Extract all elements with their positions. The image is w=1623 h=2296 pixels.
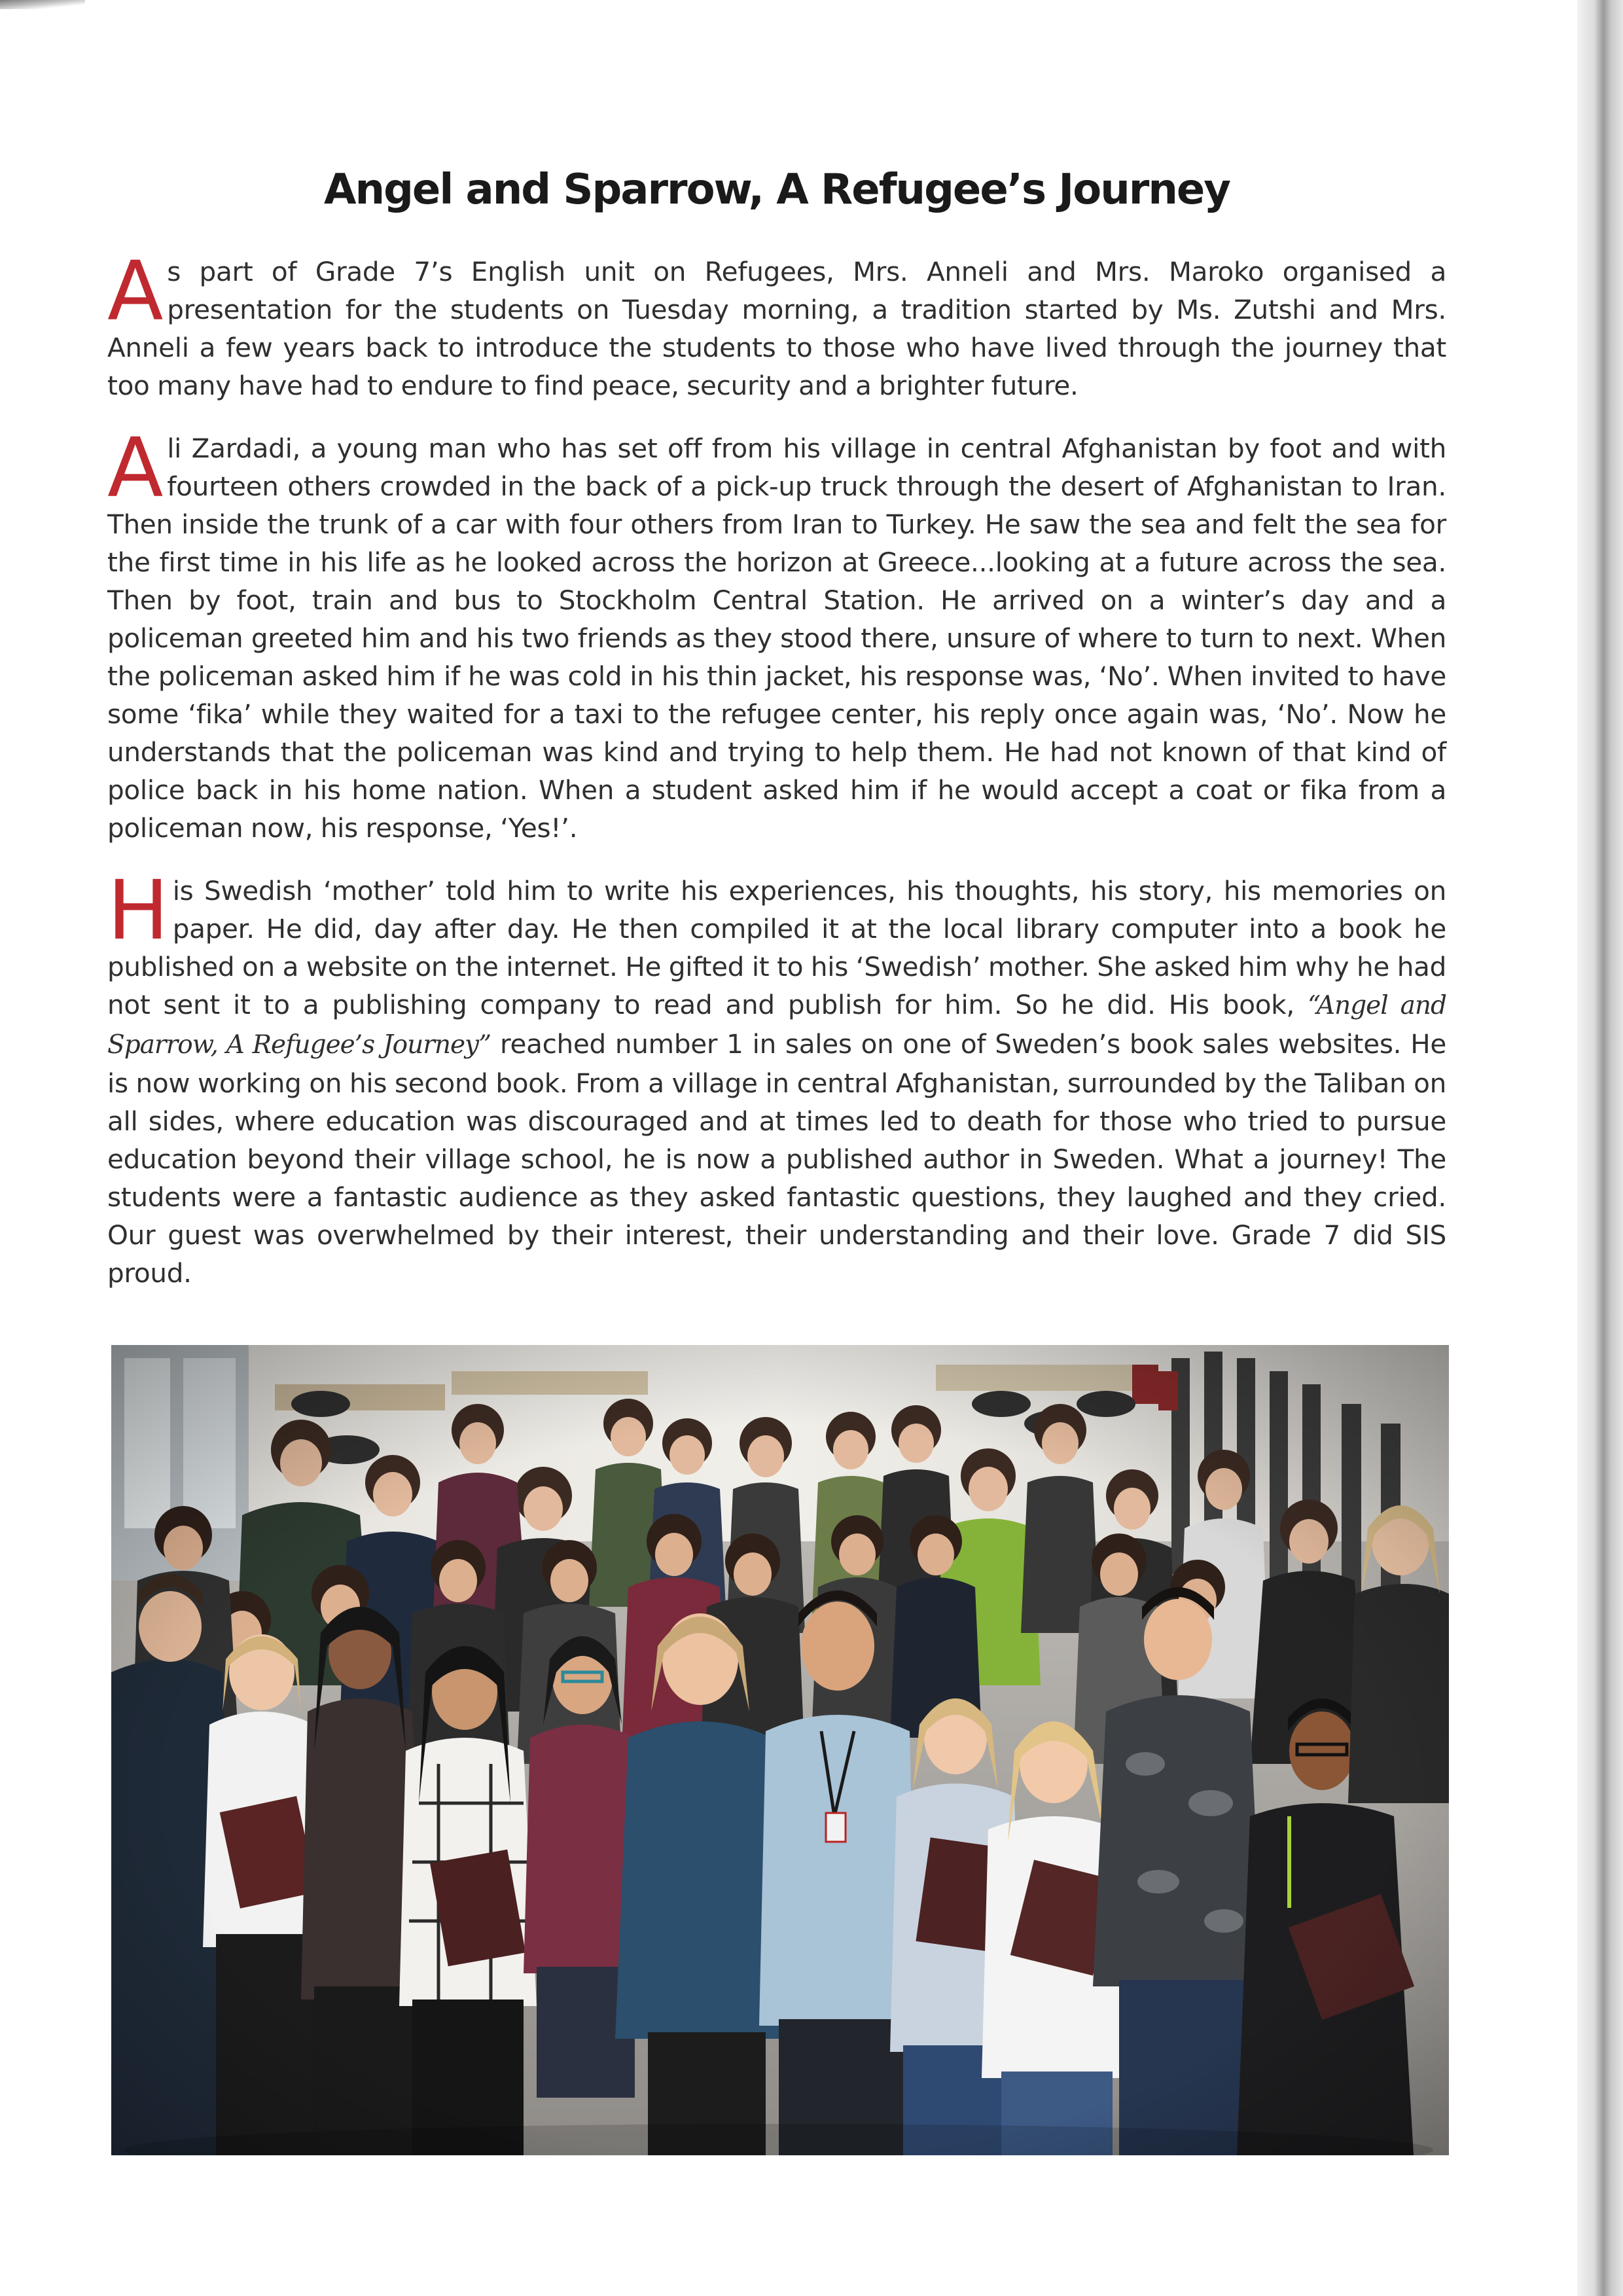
paragraph-text: s part of Grade 7’s English unit on Refugees, Mrs. Anneli and Mrs. Maroko organised a presentation for the students on Tuesday morning, a tradition started by Ms. Zutshi and Mrs. Anneli a few years back to introduce the students to those who have lived through the journey that too many have had to endure to find peace, security and a brighter future.	[107, 256, 1446, 401]
paragraph-1	[107, 244, 1446, 404]
paragraph-text: is Swedish ‘mother’ told him to write his experiences, his thoughts, his story, his memories on paper. He did, day after day. He then compiled it at the local library computer into a book he published on a website on the internet. He gifted it to his ‘Swedish’ mother. She asked him why he had not sent it to a publishing company to read and publish for him. So he did. His book,	[107, 875, 1446, 1020]
page-content	[107, 164, 1446, 1317]
paragraph-3	[107, 863, 1446, 1292]
scan-edge	[1577, 0, 1623, 2296]
group-photo-illustration	[111, 1345, 1449, 2155]
paragraph-2	[107, 421, 1446, 847]
scan-corner	[0, 0, 85, 9]
book-title: “Angel and Sparrow, A Refugee’s Journey”	[107, 991, 1446, 1060]
drop-cap: A	[107, 421, 164, 516]
drop-cap: H	[107, 863, 169, 958]
paragraph-text: reached number 1 in sales on one of Sweden’s book sales websites. He is now working on his second book. From a village in central Afghanistan, surrounded by the Taliban on all sides, where education was discouraged and at times led to death for those who tried to pursue education beyond their village school, he is now a published author in Sweden. What a journey! The students were a fantastic audience as they asked fantastic questions, they laughed and they cried. Our guest was overwhelmed by their interest, their understanding and their love. Grade 7 did SIS proud.	[107, 1028, 1446, 1289]
drop-cap: A	[107, 244, 164, 339]
article-title: Angel and Sparrow, A Refugee’s Journey	[324, 166, 1230, 214]
paragraph-text: li Zardadi, a young man who has set off from his village in central Afghanistan by foot and with fourteen others crowded in the back of a pick-up truck through the desert of Afghanistan to Iran. Then inside the trunk of a car with four others from Iran to Turkey. He saw the sea and felt the sea for the first time in his life as he looked across the horizon at Greece...looking at a future across the sea. Then by foot, train and bus to Stockholm Central Station. He arrived on a winter’s day and a policeman greeted him and his two friends as they stood there, unsure of where to turn to next. When the policeman asked him if he was cold in his thin jacket, his response was, ‘No’. When invited to have some ‘fika’ while they waited for a taxi to the refugee center, his reply once again was, ‘No’. Now he understands that the policeman was kind and trying to help them. He had not known of that kind of police back in his home nation. When a student asked him if he would accept a coat or fika from a policeman now, his response, ‘Yes!’.	[107, 433, 1446, 844]
group-photo	[111, 1345, 1449, 2155]
article-body	[107, 244, 1446, 1292]
